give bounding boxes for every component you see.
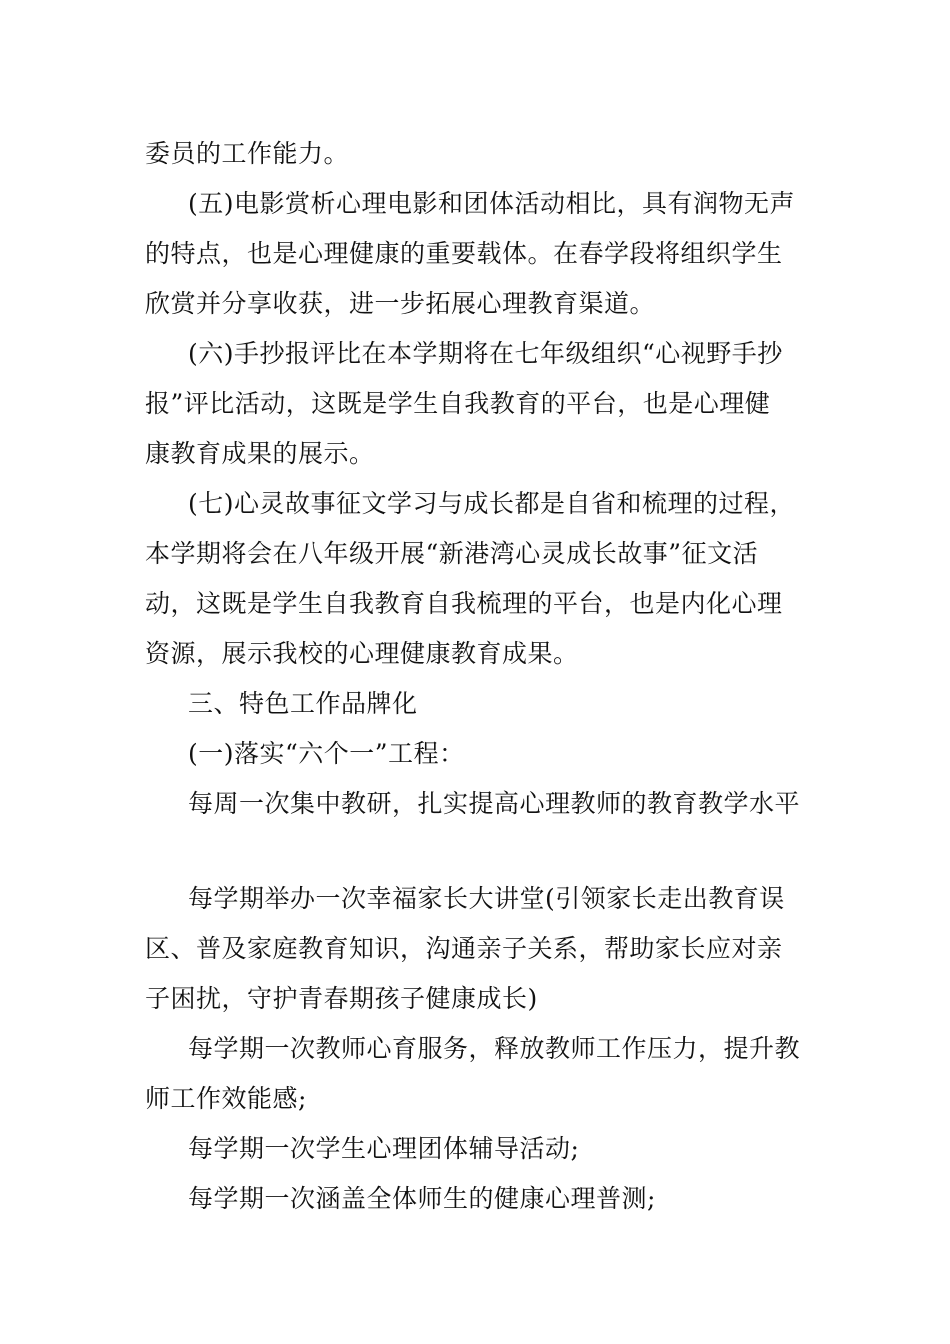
subsection-heading: (一)落实“六个一”工程： <box>188 739 465 768</box>
paragraph-psych-survey: 每学期一次涵盖全体师生的健康心理普测; <box>188 1184 656 1213</box>
paragraph-film-appreciation: (五)电影赏析心理电影和团体活动相比，具有润物无声 <box>188 189 796 218</box>
text-line: 资源，展示我校的心理健康教育成果。 <box>145 639 579 668</box>
paragraph-handwritten-newspaper: (六)手抄报评比在本学期将在七年级组织“心视野手抄 <box>188 339 783 368</box>
text-line: 子困扰，守护青春期孩子健康成长) <box>145 984 538 1013</box>
section-heading: 三、特色工作品牌化 <box>188 689 418 718</box>
paragraph-essay-contest: (七)心灵故事征文学习与成长都是自省和梳理的过程， <box>188 489 796 518</box>
text-line: 本学期将会在八年级开展“新港湾心灵成长故事”征文活 <box>145 539 759 568</box>
text-line: 的特点，也是心理健康的重要载体。在春学段将组织学生 <box>145 239 783 268</box>
paragraph-weekly-research: 每周一次集中教研，扎实提高心理教师的教育教学水平 <box>188 789 801 818</box>
text-line: 欣赏并分享收获，进一步拓展心理教育渠道。 <box>145 289 656 318</box>
text-line: 动，这既是学生自我教育自我梳理的平台，也是内化心理 <box>145 589 783 618</box>
paragraph-parent-lecture: 每学期举办一次幸福家长大讲堂(引领家长走出教育误 <box>188 884 785 913</box>
text-line: 区、普及家庭教育知识，沟通亲子关系，帮助家长应对亲 <box>145 934 783 963</box>
text-line: 报”评比活动，这既是学生自我教育的平台，也是心理健 <box>145 389 771 418</box>
text-line: 师工作效能感; <box>145 1084 307 1113</box>
paragraph-teacher-service: 每学期一次教师心育服务，释放教师工作压力，提升教 <box>188 1034 801 1063</box>
text-line: 委员的工作能力。 <box>145 139 350 168</box>
text-line: 康教育成果的展示。 <box>145 439 375 468</box>
paragraph-group-counseling: 每学期一次学生心理团体辅导活动; <box>188 1134 580 1163</box>
